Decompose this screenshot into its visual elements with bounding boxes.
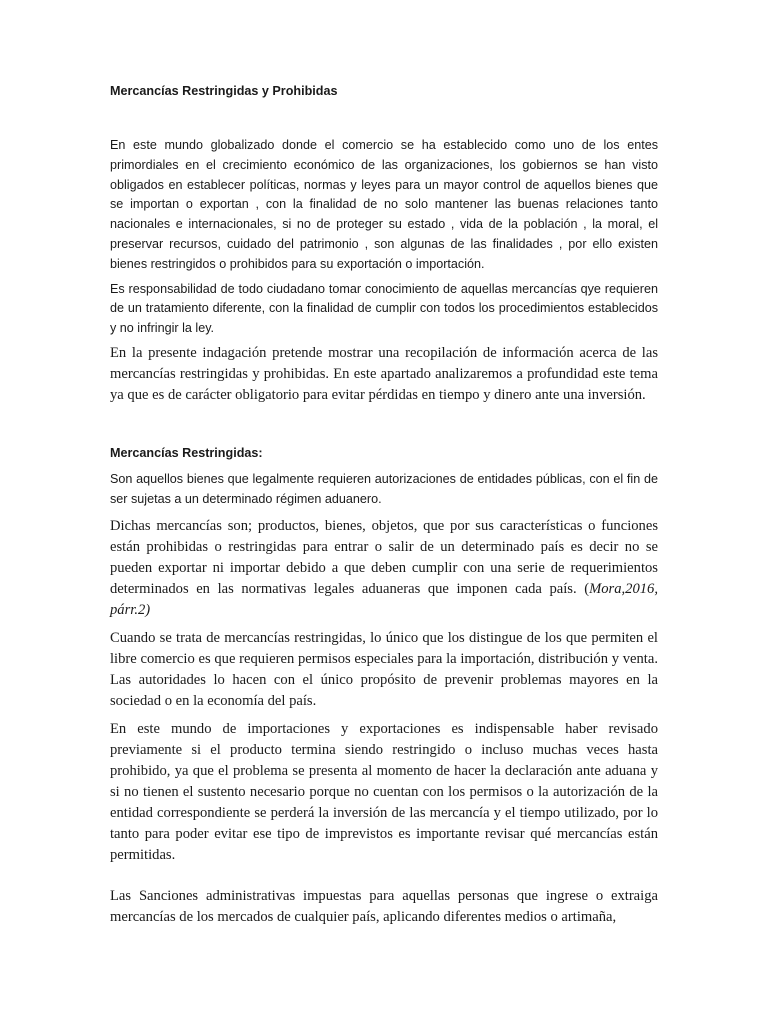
document-body (110, 80, 658, 928)
section-paragraph-3: Las Sanciones administrativas impuestas para aquellas personas que ingrese o extraiga mercancías de los mercados de cualquier país, aplicando diferentes medios o artimaña, (110, 887, 658, 925)
intro-paragraph-2: Es responsabilidad de todo ciudadano tomar conocimiento de aquellas mercancías qye requieren de un tratamiento diferente, con la finalidad de cumplir con todos los procedimientos establecidos y no infringir la ley. (110, 281, 658, 336)
section-intro-paragraph: Son aquellos bienes que legalmente requieren autorizaciones de entidades públicas, con el fin de ser sujetas a un determinado régimen aduanero. (110, 471, 658, 506)
document-title: Mercancías Restringidas y Prohibidas (110, 84, 338, 98)
quote-citation: Mora,2016, párr.2) (110, 580, 658, 618)
quote-text: Dichas mercancías son; productos, bienes, objetos, que por sus características o funciones están prohibidas o restringidas para entrar o salir de un determinado país es decir no se pueden exportar ni importar debido a que deben cumplir con una serie de requerimientos determinados en las normativas legales aduaneras que imponen cada país. ( (110, 517, 658, 597)
section-paragraph-1: Cuando se trata de mercancías restringidas, lo único que los distingue de los que permiten el libre comercio es que requieren permisos especiales para la importación, distribución y venta. Las autoridades lo hacen con el único propósito de prevenir problemas mayores en la sociedad o en la economía del país. (110, 629, 658, 709)
section-heading: Mercancías Restringidas: (110, 445, 263, 460)
quote-paragraph (110, 516, 658, 621)
section-paragraph-2: En este mundo de importaciones y exportaciones es indispensable haber revisado previamente si el producto termina siendo restringido o incluso muchas veces hasta prohibido, ya que el problema se presenta al momento de hacer la declaración ante aduana y si no tienen el sustento necesario porque no cuentan con los permisos o la autorización de la entidad correspondiente se perderá la inversión de las mercancía y el tiempo utilizado, por lo tanto para poder evitar ese tipo de imprevistos es importante revisar qué mercancías están permitidas. (110, 720, 658, 863)
intro-paragraph-3: En la presente indagación pretende mostrar una recopilación de información acerca de las mercancías restringidas y prohibidas. En este apartado analizaremos a profundidad este tema ya que es de carácter obligatorio para evitar pérdidas en tiempo y dinero ante una inversión. (110, 344, 658, 403)
intro-paragraph-1: En este mundo globalizado donde el comercio se ha establecido como uno de los entes primordiales en el crecimiento económico de las organizaciones, los gobiernos se han visto obligados en establecer políticas, normas y leyes para un mayor control de aquellos bienes que se importan o exportan , con la finalidad de no solo mantener las buenas relaciones tanto nacionales e internacionales, si no de proteger su estado , vida de la población , la moral, el preservar recursos, cuidado del patrimonio , son algunas de las finalidades , por ello existen bienes restringidos o prohibidos para su exportación o importación. (110, 138, 658, 271)
